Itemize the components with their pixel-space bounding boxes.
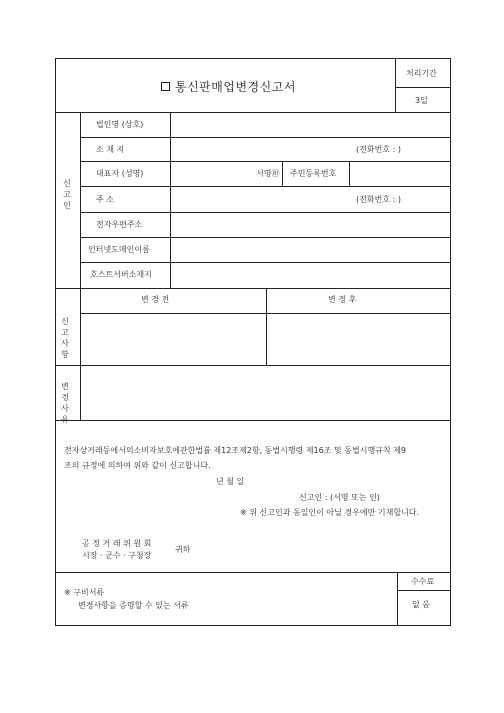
attachments-item: 변경사항을 증명할 수 있는 서류 xyxy=(78,601,189,610)
reporter-signature-line: 신고인 : (서명 또는 인) xyxy=(299,493,380,502)
host-location-label: 호스트서버소재지 xyxy=(90,270,152,279)
home-address-field[interactable] xyxy=(171,187,351,212)
before-change-label: 변 경 전 xyxy=(141,295,170,304)
representative-label: 대표자 (성명) xyxy=(96,169,144,178)
email-label: 전자우편주소 xyxy=(96,220,143,229)
after-change-field[interactable] xyxy=(267,314,451,365)
changes-section-label: 신고 사항 xyxy=(61,317,69,359)
attachments-heading: ※ 구비서류 xyxy=(64,588,105,597)
checkbox-icon[interactable] xyxy=(161,82,170,91)
divider xyxy=(55,572,451,573)
reason-section-label: 변경 사유 xyxy=(61,382,69,424)
divider xyxy=(282,161,283,186)
host-location-field[interactable] xyxy=(171,263,451,288)
recipient-line-1: 공 정 거 래 위 원 회 xyxy=(82,539,152,548)
form-title: 통신판매업변경신고서 xyxy=(175,80,296,94)
address-label: 소 재 지 xyxy=(96,145,125,154)
divider xyxy=(395,87,451,88)
domain-label: 인터넷도메인이름 xyxy=(88,245,150,254)
phone-label: (전화번호 : ) xyxy=(356,145,401,154)
signature-label: 서명㊞ xyxy=(256,169,280,178)
phone-label-2: (전화번호 : ) xyxy=(356,195,401,204)
representative-field[interactable] xyxy=(171,162,255,186)
company-name-label: 법인명 (상호) xyxy=(96,120,144,129)
address-field[interactable] xyxy=(171,138,351,161)
domain-field[interactable] xyxy=(171,238,451,262)
honorific: 귀하 xyxy=(175,545,191,554)
declaration-line-2: 조의 규정에 의하여 위와 같이 신고합니다. xyxy=(64,461,211,470)
before-change-field[interactable] xyxy=(81,314,266,365)
home-address-label: 주 소 xyxy=(96,195,114,204)
divider xyxy=(397,590,451,591)
rrn-label: 주민등록번호 xyxy=(290,169,337,178)
divider xyxy=(397,572,398,626)
email-field[interactable] xyxy=(171,213,451,237)
processing-period-label: 처리기간 xyxy=(406,69,437,78)
processing-period-value: 3일 xyxy=(415,96,428,105)
reason-field[interactable] xyxy=(81,366,451,420)
company-name-field[interactable] xyxy=(171,113,451,137)
reporter-section-label: 신 고 인 xyxy=(63,179,71,210)
divider xyxy=(55,288,451,289)
after-change-label: 변 경 후 xyxy=(328,295,357,304)
declaration-line-1: 전자상거래등에서의소비자보호에관한법률 제12조제2항, 동법시행령 제16조 및 동법시행규칙 제9 xyxy=(64,446,407,455)
divider xyxy=(55,420,451,421)
recipient-line-2: 시장 · 군수 · 구청장 xyxy=(82,551,152,560)
declaration-note: ※ 위 신고인과 동일인이 아닐 경우에만 기재합니다. xyxy=(240,508,420,517)
divider xyxy=(395,58,396,112)
fee-value: 없 음 xyxy=(412,600,430,609)
fee-label: 수수료 xyxy=(411,577,435,586)
declaration-date: 년 월 일 xyxy=(216,477,245,486)
rrn-field[interactable] xyxy=(350,162,451,186)
